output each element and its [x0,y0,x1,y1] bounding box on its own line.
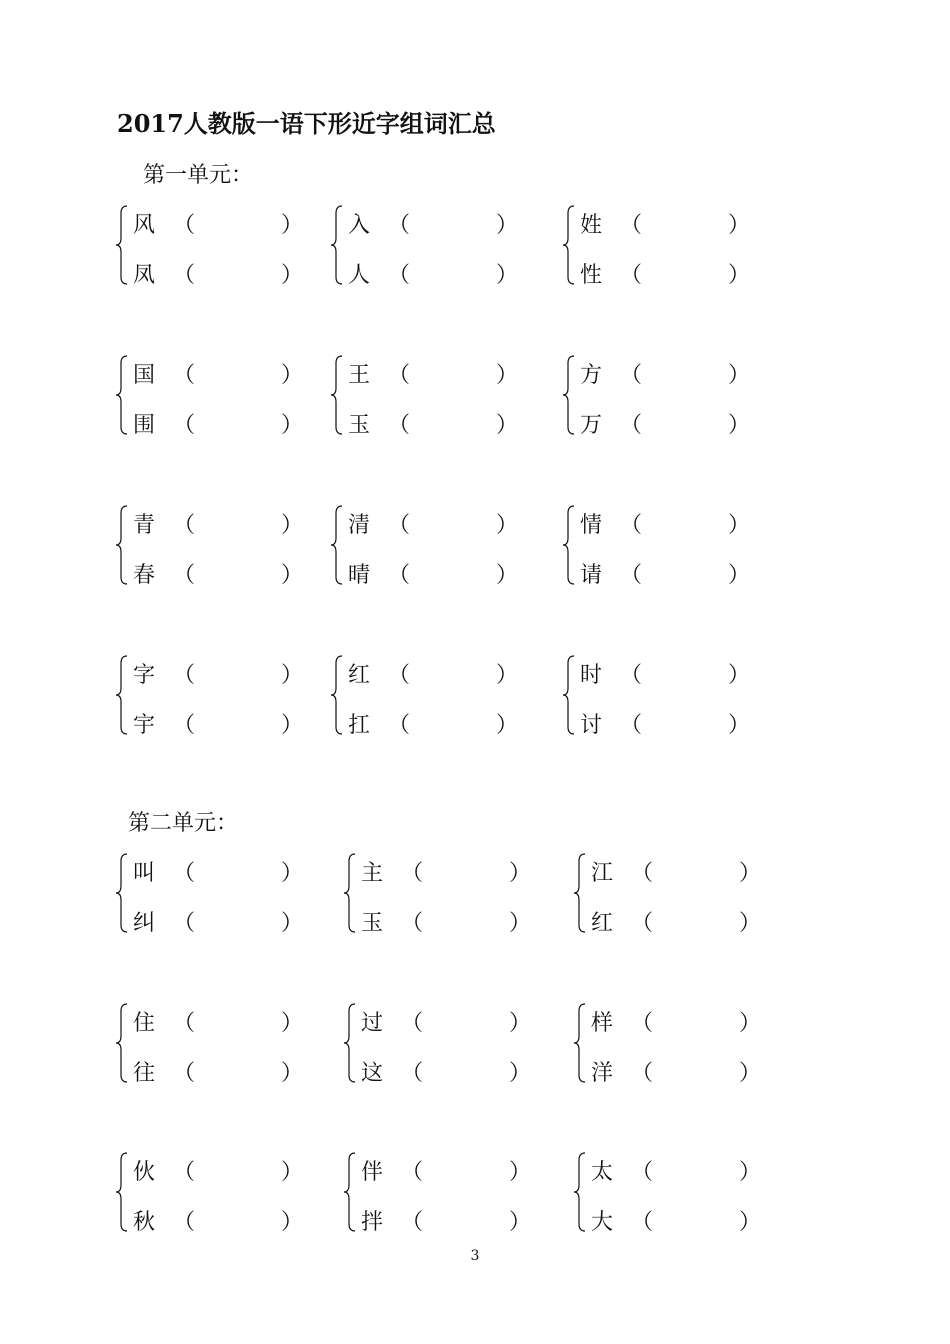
character-pair [562,505,762,588]
character-pair [343,1003,543,1086]
character: 江 [591,861,614,886]
open-paren: （ [631,911,654,936]
character: 人 [348,263,371,288]
close-paren: ） [728,213,751,238]
brace-icon [115,505,129,585]
character-pair [330,655,530,738]
close-paren: ） [496,213,519,238]
brace-icon [343,1003,357,1083]
open-paren: （ [173,1160,196,1185]
brace-icon [330,505,344,585]
character: 伴 [361,1160,384,1185]
brace-icon [343,853,357,933]
close-paren: ） [281,861,304,886]
brace-icon [115,853,129,933]
character: 这 [361,1061,384,1086]
close-paren: ） [509,1210,532,1235]
close-paren: ） [281,911,304,936]
brace-icon [115,655,129,735]
close-paren: ） [739,1210,762,1235]
brace-icon [573,1003,587,1083]
character: 青 [133,513,156,538]
close-paren: ） [509,1061,532,1086]
character: 过 [361,1011,384,1036]
open-paren: （ [173,563,196,588]
character-pair [343,1152,543,1235]
open-paren: （ [173,1210,196,1235]
brace-icon [562,505,576,585]
character-pair [562,655,762,738]
brace-icon [562,355,576,435]
close-paren: ） [281,713,304,738]
open-paren: （ [173,363,196,388]
brace-icon [115,205,129,285]
open-paren: （ [173,213,196,238]
close-paren: ） [281,663,304,688]
character: 往 [133,1061,156,1086]
open-paren: （ [388,513,411,538]
open-paren: （ [401,1011,424,1036]
open-paren: （ [173,663,196,688]
character-pair [343,853,543,936]
character-pair [115,205,315,288]
character-pair [115,505,315,588]
character: 方 [580,363,603,388]
close-paren: ） [509,861,532,886]
open-paren: （ [388,663,411,688]
open-paren: （ [388,713,411,738]
close-paren: ） [281,213,304,238]
unit-heading: 第一单元： [143,163,254,188]
character-pair [562,205,762,288]
close-paren: ） [281,1160,304,1185]
close-paren: ） [509,1160,532,1185]
open-paren: （ [401,911,424,936]
close-paren: ） [739,911,762,936]
character-pair [573,1003,773,1086]
close-paren: ） [509,911,532,936]
character-pair [330,205,530,288]
open-paren: （ [173,513,196,538]
open-paren: （ [388,263,411,288]
close-paren: ） [281,563,304,588]
open-paren: （ [631,861,654,886]
close-paren: ） [728,513,751,538]
character: 字 [133,663,156,688]
character: 大 [591,1210,614,1235]
open-paren: （ [620,713,643,738]
character: 入 [348,213,371,238]
character: 情 [580,513,603,538]
brace-icon [115,1003,129,1083]
open-paren: （ [631,1210,654,1235]
open-paren: （ [173,713,196,738]
close-paren: ） [281,1210,304,1235]
character: 玉 [348,413,371,438]
character: 晴 [348,563,371,588]
close-paren: ） [496,363,519,388]
character-pair [330,505,530,588]
character: 扛 [348,713,371,738]
open-paren: （ [173,413,196,438]
open-paren: （ [401,1210,424,1235]
character-pair [115,355,315,438]
character: 太 [591,1160,614,1185]
open-paren: （ [620,513,643,538]
character: 叫 [133,861,156,886]
brace-icon [330,655,344,735]
character: 围 [133,413,156,438]
character-pair [562,355,762,438]
brace-icon [115,355,129,435]
character: 洋 [591,1061,614,1086]
close-paren: ） [496,713,519,738]
character: 拌 [361,1210,384,1235]
character: 性 [580,263,603,288]
open-paren: （ [620,413,643,438]
close-paren: ） [281,263,304,288]
character: 住 [133,1011,156,1036]
character: 姓 [580,213,603,238]
brace-icon [562,655,576,735]
open-paren: （ [620,363,643,388]
open-paren: （ [388,213,411,238]
open-paren: （ [631,1011,654,1036]
brace-icon [573,853,587,933]
brace-icon [330,205,344,285]
character: 风 [133,213,156,238]
close-paren: ） [739,861,762,886]
character-pair [115,1003,315,1086]
character-pair [573,1152,773,1235]
close-paren: ） [281,513,304,538]
open-paren: （ [401,861,424,886]
character: 秋 [133,1210,156,1235]
close-paren: ） [281,1061,304,1086]
character: 纠 [133,911,156,936]
close-paren: ） [496,563,519,588]
open-paren: （ [620,263,643,288]
brace-icon [330,355,344,435]
character: 讨 [580,713,603,738]
close-paren: ） [281,413,304,438]
close-paren: ） [728,563,751,588]
open-paren: （ [631,1061,654,1086]
close-paren: ） [728,663,751,688]
close-paren: ） [728,263,751,288]
page-title: 2017人教版一语下形近字组词汇总 [117,109,496,138]
open-paren: （ [173,911,196,936]
character: 伙 [133,1160,156,1185]
close-paren: ） [739,1011,762,1036]
close-paren: ） [509,1011,532,1036]
open-paren: （ [620,563,643,588]
character: 宇 [133,713,156,738]
brace-icon [573,1152,587,1232]
character-pair [115,1152,315,1235]
close-paren: ） [496,263,519,288]
open-paren: （ [388,413,411,438]
open-paren: （ [388,563,411,588]
open-paren: （ [401,1061,424,1086]
close-paren: ） [496,663,519,688]
brace-icon [343,1152,357,1232]
character: 红 [591,911,614,936]
close-paren: ） [728,413,751,438]
close-paren: ） [496,513,519,538]
open-paren: （ [631,1160,654,1185]
character: 万 [580,413,603,438]
character: 红 [348,663,371,688]
close-paren: ） [728,363,751,388]
page-number: 3 [470,1248,480,1264]
close-paren: ） [739,1061,762,1086]
unit-heading: 第二单元： [128,811,239,836]
character: 主 [361,861,384,886]
character-pair [115,655,315,738]
character: 样 [591,1011,614,1036]
open-paren: （ [173,263,196,288]
character-pair [115,853,315,936]
close-paren: ） [281,1011,304,1036]
close-paren: ） [728,713,751,738]
open-paren: （ [173,1011,196,1036]
brace-icon [562,205,576,285]
open-paren: （ [620,213,643,238]
character: 春 [133,563,156,588]
close-paren: ） [496,413,519,438]
open-paren: （ [401,1160,424,1185]
character-pair [573,853,773,936]
open-paren: （ [388,363,411,388]
close-paren: ） [281,363,304,388]
character: 凤 [133,263,156,288]
open-paren: （ [173,1061,196,1086]
character: 王 [348,363,371,388]
close-paren: ） [739,1160,762,1185]
character: 玉 [361,911,384,936]
character: 清 [348,513,371,538]
character: 时 [580,663,603,688]
open-paren: （ [620,663,643,688]
open-paren: （ [173,861,196,886]
brace-icon [115,1152,129,1232]
character-pair [330,355,530,438]
character: 国 [133,363,156,388]
character: 请 [580,563,603,588]
